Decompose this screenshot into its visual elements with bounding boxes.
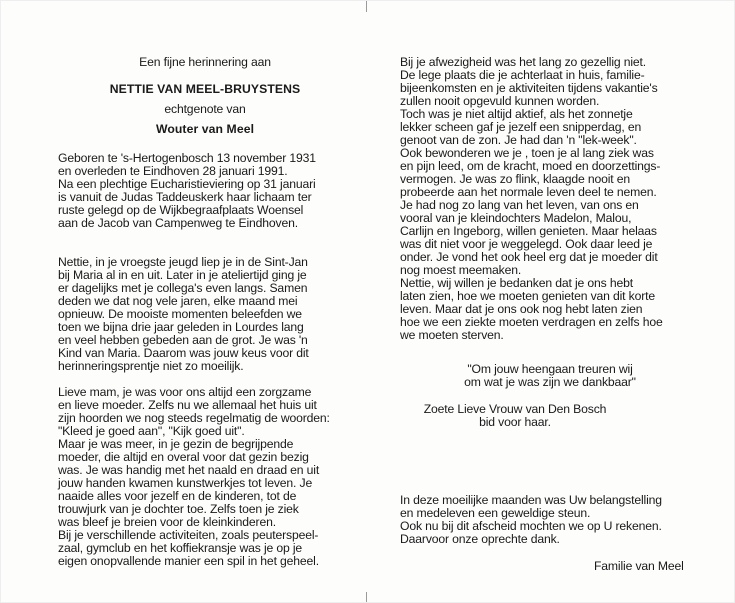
text-line: Ook bewonderen we je , toen je al lang ziek was	[400, 146, 654, 160]
text-line: Na een plechtige Eucharistieviering op 31 januari	[58, 177, 316, 191]
text-line: Nettie, wij willen je bedanken dat je ons hebt	[400, 276, 633, 290]
text-line: Lieve mam, je was voor ons altijd een zorgzame	[58, 385, 312, 399]
text-line: probeerde aan het normale leven deel te nemen.	[400, 185, 657, 199]
prayer-line: bid voor haar.	[479, 415, 551, 429]
text-line: Bij je afwezigheid was het lang zo gezellig niet.	[400, 55, 647, 69]
text-line: Maar je was meer, in je gezin de begrijpende	[58, 437, 294, 451]
text-line: hoe we een ziekte moeten verdragen en zelfs hoe	[400, 315, 663, 329]
text-line: Je had nog zo lang van het leven, van ons en	[400, 198, 639, 212]
text-line: Kind van Maria. Daarom was jouw keus voor dit	[58, 346, 309, 360]
fold-mark-top	[366, 0, 367, 12]
text-line: herinneringsprentje niet zo moeilijk.	[58, 359, 244, 373]
text-line: "Kleed je goed aan", "Kijk goed uit".	[58, 424, 245, 438]
text-line: ruste gelegd op de Wijkbegraafplaats Woensel	[58, 203, 304, 217]
text-line: laten zien, hoe we moeten genieten van dit korte	[400, 289, 656, 303]
spouse-name: Wouter van Meel	[155, 122, 255, 136]
text-line: Carlijn en Ingeborg, willen genieten. Maar helaas	[400, 224, 657, 238]
text-line: zijn hoorden we nog steeds regelmatig de woorden:	[58, 411, 330, 425]
relation-line: echtgenote van	[164, 102, 246, 116]
text-line: en veel hebben gebeden aan de grot. Je was 'n	[58, 333, 308, 347]
text-line: Daarvoor onze oprechte dank.	[400, 532, 560, 546]
text-line: genoot van de zon. Je had dan 'n "lek-week".	[400, 133, 637, 147]
text-line: toen we bijna drie jaar geleden in Lourdes lang	[58, 320, 304, 334]
text-line: vermogen. Je was zo flink, klaagde nooit en	[400, 172, 630, 186]
text-line: Nettie, in je vroegste jeugd liep je in de Sint-Jan	[58, 255, 308, 269]
text-line: eigen onopvallende manier een spil in het geheel.	[58, 554, 319, 568]
text-line: onder. Je vond het ook heel erg dat je moeder dit	[400, 250, 658, 264]
text-line: naaide alles voor jezelf en de kinderen, tot de	[58, 489, 297, 503]
text-line: nog moest meemaken.	[400, 263, 522, 277]
quote-line: om wat je was zijn we dankbaar"	[464, 375, 636, 389]
text-line: bij Maria al in en uit. Later in je ateliertijd ging je	[58, 268, 307, 282]
text-line: lekker scheen gaf je jezelf een snipperdag, en	[400, 120, 642, 134]
text-line: zullen nooit opgevuld kunnen worden.	[400, 94, 600, 108]
text-line: De lege plaats die je achterlaat in huis, familie-	[400, 68, 645, 82]
text-line: aan de Jacob van Campenweg te Eindhoven.	[58, 216, 298, 230]
family-signature: Familie van Meel	[594, 559, 684, 573]
text-line: In deze moeilijke maanden was Uw belangstelling	[400, 493, 662, 507]
text-line: Bij je verschillende activiteiten, zoals peuterspeel-	[58, 528, 319, 542]
text-line: en medeleven een geweldige steun.	[400, 506, 591, 520]
text-line: er dagelijks met je collega's even langs. Samen	[58, 281, 308, 295]
text-line: deden we dat nog vele jaren, elke maand mei	[58, 294, 298, 308]
text-line: moeder, die altijd en overal voor dat gezin bezig	[58, 450, 309, 464]
text-line: is vanuit de Judas Taddeuskerk haar lichaam ter	[58, 190, 312, 204]
intro-line: Een fijne herinnering aan	[139, 55, 271, 69]
text-line: zaal, gymclub en het koffiekransje was je op je	[58, 541, 303, 555]
text-line: bijeenkomsten en je aktiviteiten tijdens vakantie's	[400, 81, 658, 95]
quote-line: "Om jouw heengaan treuren wij	[467, 362, 633, 376]
text-line: opnieuw. De mooiste momenten beleefden we	[58, 307, 302, 321]
text-line: en pijn leed, om de kracht, moed en doorzettings-	[400, 159, 661, 173]
text-line: trouwjurk van je dochter toe. Zelfs toen je ziek	[58, 502, 299, 516]
text-line: was bleef je breien voor de kleinkinderen.	[58, 515, 276, 529]
text-line: Toch was je niet altijd aktief, als het zonnetje	[400, 107, 633, 121]
text-line: Geboren te 's-Hertogenbosch 13 november 1931	[58, 151, 316, 165]
prayer-line: Zoete Lieve Vrouw van Den Bosch	[423, 402, 607, 416]
fold-mark-bottom	[366, 592, 367, 603]
text-line: jouw handen kwamen kunstwerkjes tot leven. Je	[58, 476, 313, 490]
text-line: vooral van je kleindochters Madelon, Malou,	[400, 211, 632, 225]
text-line: Ook nu bij dit afscheid mochten we op U rekenen.	[400, 519, 662, 533]
text-line: en lieve moeder. Zelfs nu we allemaal het huis uit	[58, 398, 317, 412]
text-line: was dit niet voor je weggelegd. Ook daar leed je	[400, 237, 653, 251]
text-line: we moeten sterven.	[400, 328, 504, 342]
text-line: was. Je was handig met het naald en draad en uit	[58, 463, 320, 477]
deceased-name: NETTIE VAN MEEL-BRUYSTENS	[109, 82, 301, 96]
text-line: en overleden te Eindhoven 28 januari 1991.	[58, 164, 288, 178]
text-line: leven. Maar dat je ons ook nog hebt laten zien	[400, 302, 643, 316]
